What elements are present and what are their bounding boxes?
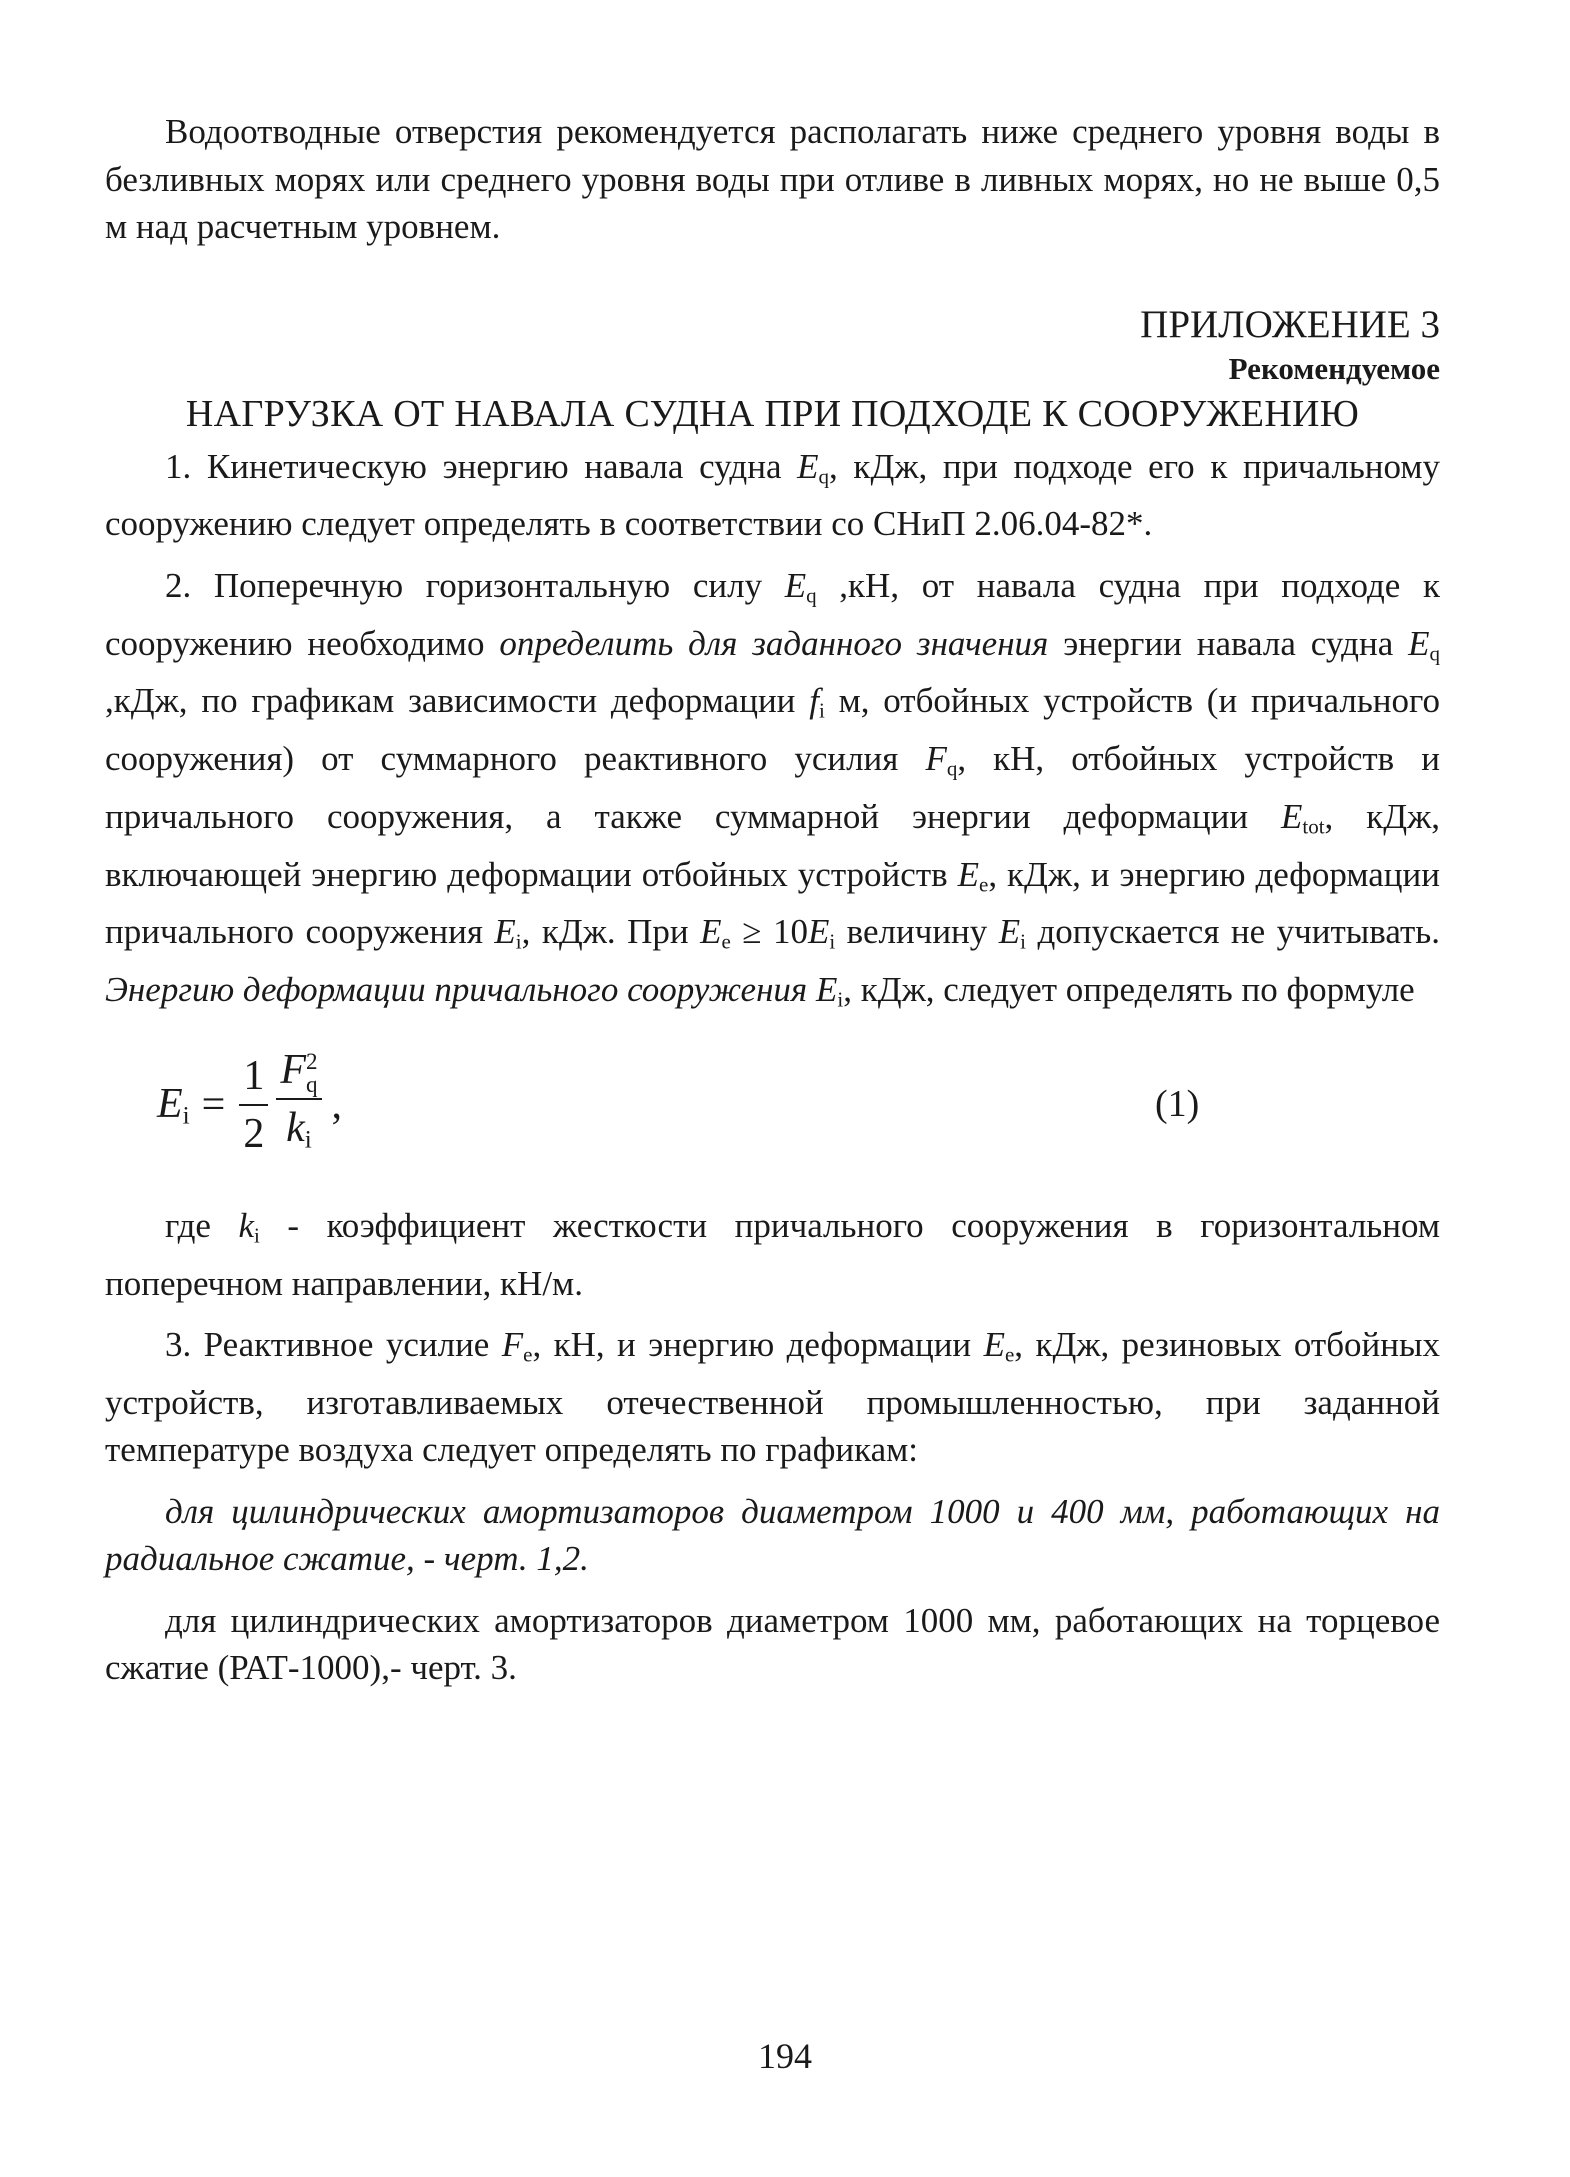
equation-number: (1) (1155, 1082, 1200, 1125)
symbol: $E_e$ (983, 1325, 1015, 1367)
symbol: $E_{tot}$ (1280, 796, 1325, 838)
symbol: $f_i$ (809, 681, 825, 723)
formula-1: $E_i$ = $\frac{1}{2}$ F 2 q $k_i$ , (157, 1042, 342, 1168)
appendix-number: ПРИЛОЖЕНИЕ 3 (1140, 302, 1440, 346)
symbol: $E_i$ (998, 912, 1026, 954)
symbol: $E_i$ (807, 912, 836, 954)
symbol-eq: $E_q$ (797, 446, 830, 488)
list-item-axial: для цилиндрических амортизаторов диаметром 1000 мм, работающих на торцевое сжатие (РАТ-1000),- черт. 3. (105, 1600, 1440, 1688)
document-page (105, 108, 1440, 1706)
paragraph-2: 2. Поперечную горизонтальную силу $E_q$ ,кН, от навала судна при подходе к сооружению необходимо определить для заданного значения энергии навала судна $E_q$ ,кДж, по графикам зависимости деформации $f_i$ м, отбойных устройств (и причального сооружения) от суммарного реактивного усилия $F_q$, кН, отбойных устройств и причального сооружения, а также суммарной энергии деформации $E_{tot}$, кДж, включающей энергию деформации отбойных устройств $E_e$, кДж, и энергию деформации причального сооружения $E_i$, кДж. При $E_e \ge 10E_i$ величину $E_i$ допускается не учитывать. Энергию деформации причального сооружения $E_i$, кДж, следует определять по формуле (105, 565, 1441, 1012)
where-paragraph: где $k_i$ - коэффициент жесткости причального сооружения в горизонтальном поперечном направлении, кН/м. (105, 1205, 1440, 1303)
p1-text-b: , кДж, при подходе его к причальному сооружению следует определять в соответствии со СНиП 2.06.04-82*. (105, 446, 1441, 544)
symbol-ki: $k_i$ (238, 1205, 260, 1247)
symbol: $E_i$ (494, 912, 522, 954)
paragraph-3: 3. Реактивное усилие $F_e$, кН, и энергию деформации $E_e$, кДж, резиновых отбойных устройств, изготавливаемых отечественной промышленностью, при заданной температуре воздуха следует определять по графикам: (105, 1325, 1440, 1470)
symbol: $E_i$ (815, 970, 844, 1012)
p1-text-a: 1. Кинетическую энергию навала судна (165, 446, 798, 486)
appendix-status: Рекомендуемое (1228, 350, 1440, 386)
formula-equals: = (201, 1081, 226, 1128)
list-item-radial: для цилиндрических амортизаторов диаметром 1000 и 400 мм, работающих на радиальное сжатие, - черт. 1,2. (105, 1491, 1440, 1579)
fraction-half: $\frac{1}{2}$ (239, 1048, 268, 1162)
formula-block (105, 1038, 1440, 1188)
symbol: $E_e$ (700, 912, 731, 954)
fraction-force-stiffness: F 2 q $k_i$ (276, 1042, 321, 1168)
intro-paragraph: Водоотводные отверстия рекомендуется располагать ниже среднего уровня воды в безливных морях или среднего уровня воды при отливе в ливных морях, но не выше 0,5 м над расчетным уровнем. (105, 112, 1440, 246)
symbol: $E_q$ (1408, 623, 1441, 665)
symbol: $E_q$ (784, 565, 817, 607)
page-number: 194 (758, 2036, 812, 2076)
symbol: $F_q$ (925, 739, 958, 781)
symbol: $F_e$ (501, 1325, 533, 1367)
paragraph-1 (105, 443, 1440, 548)
formula-lhs: $E_i$ (157, 1080, 190, 1130)
symbol: $E_e$ (957, 854, 989, 896)
appendix-title: НАГРУЗКА ОТ НАВАЛА СУДНА ПРИ ПОДХОДЕ К СООРУЖЕНИЮ (185, 392, 1360, 435)
